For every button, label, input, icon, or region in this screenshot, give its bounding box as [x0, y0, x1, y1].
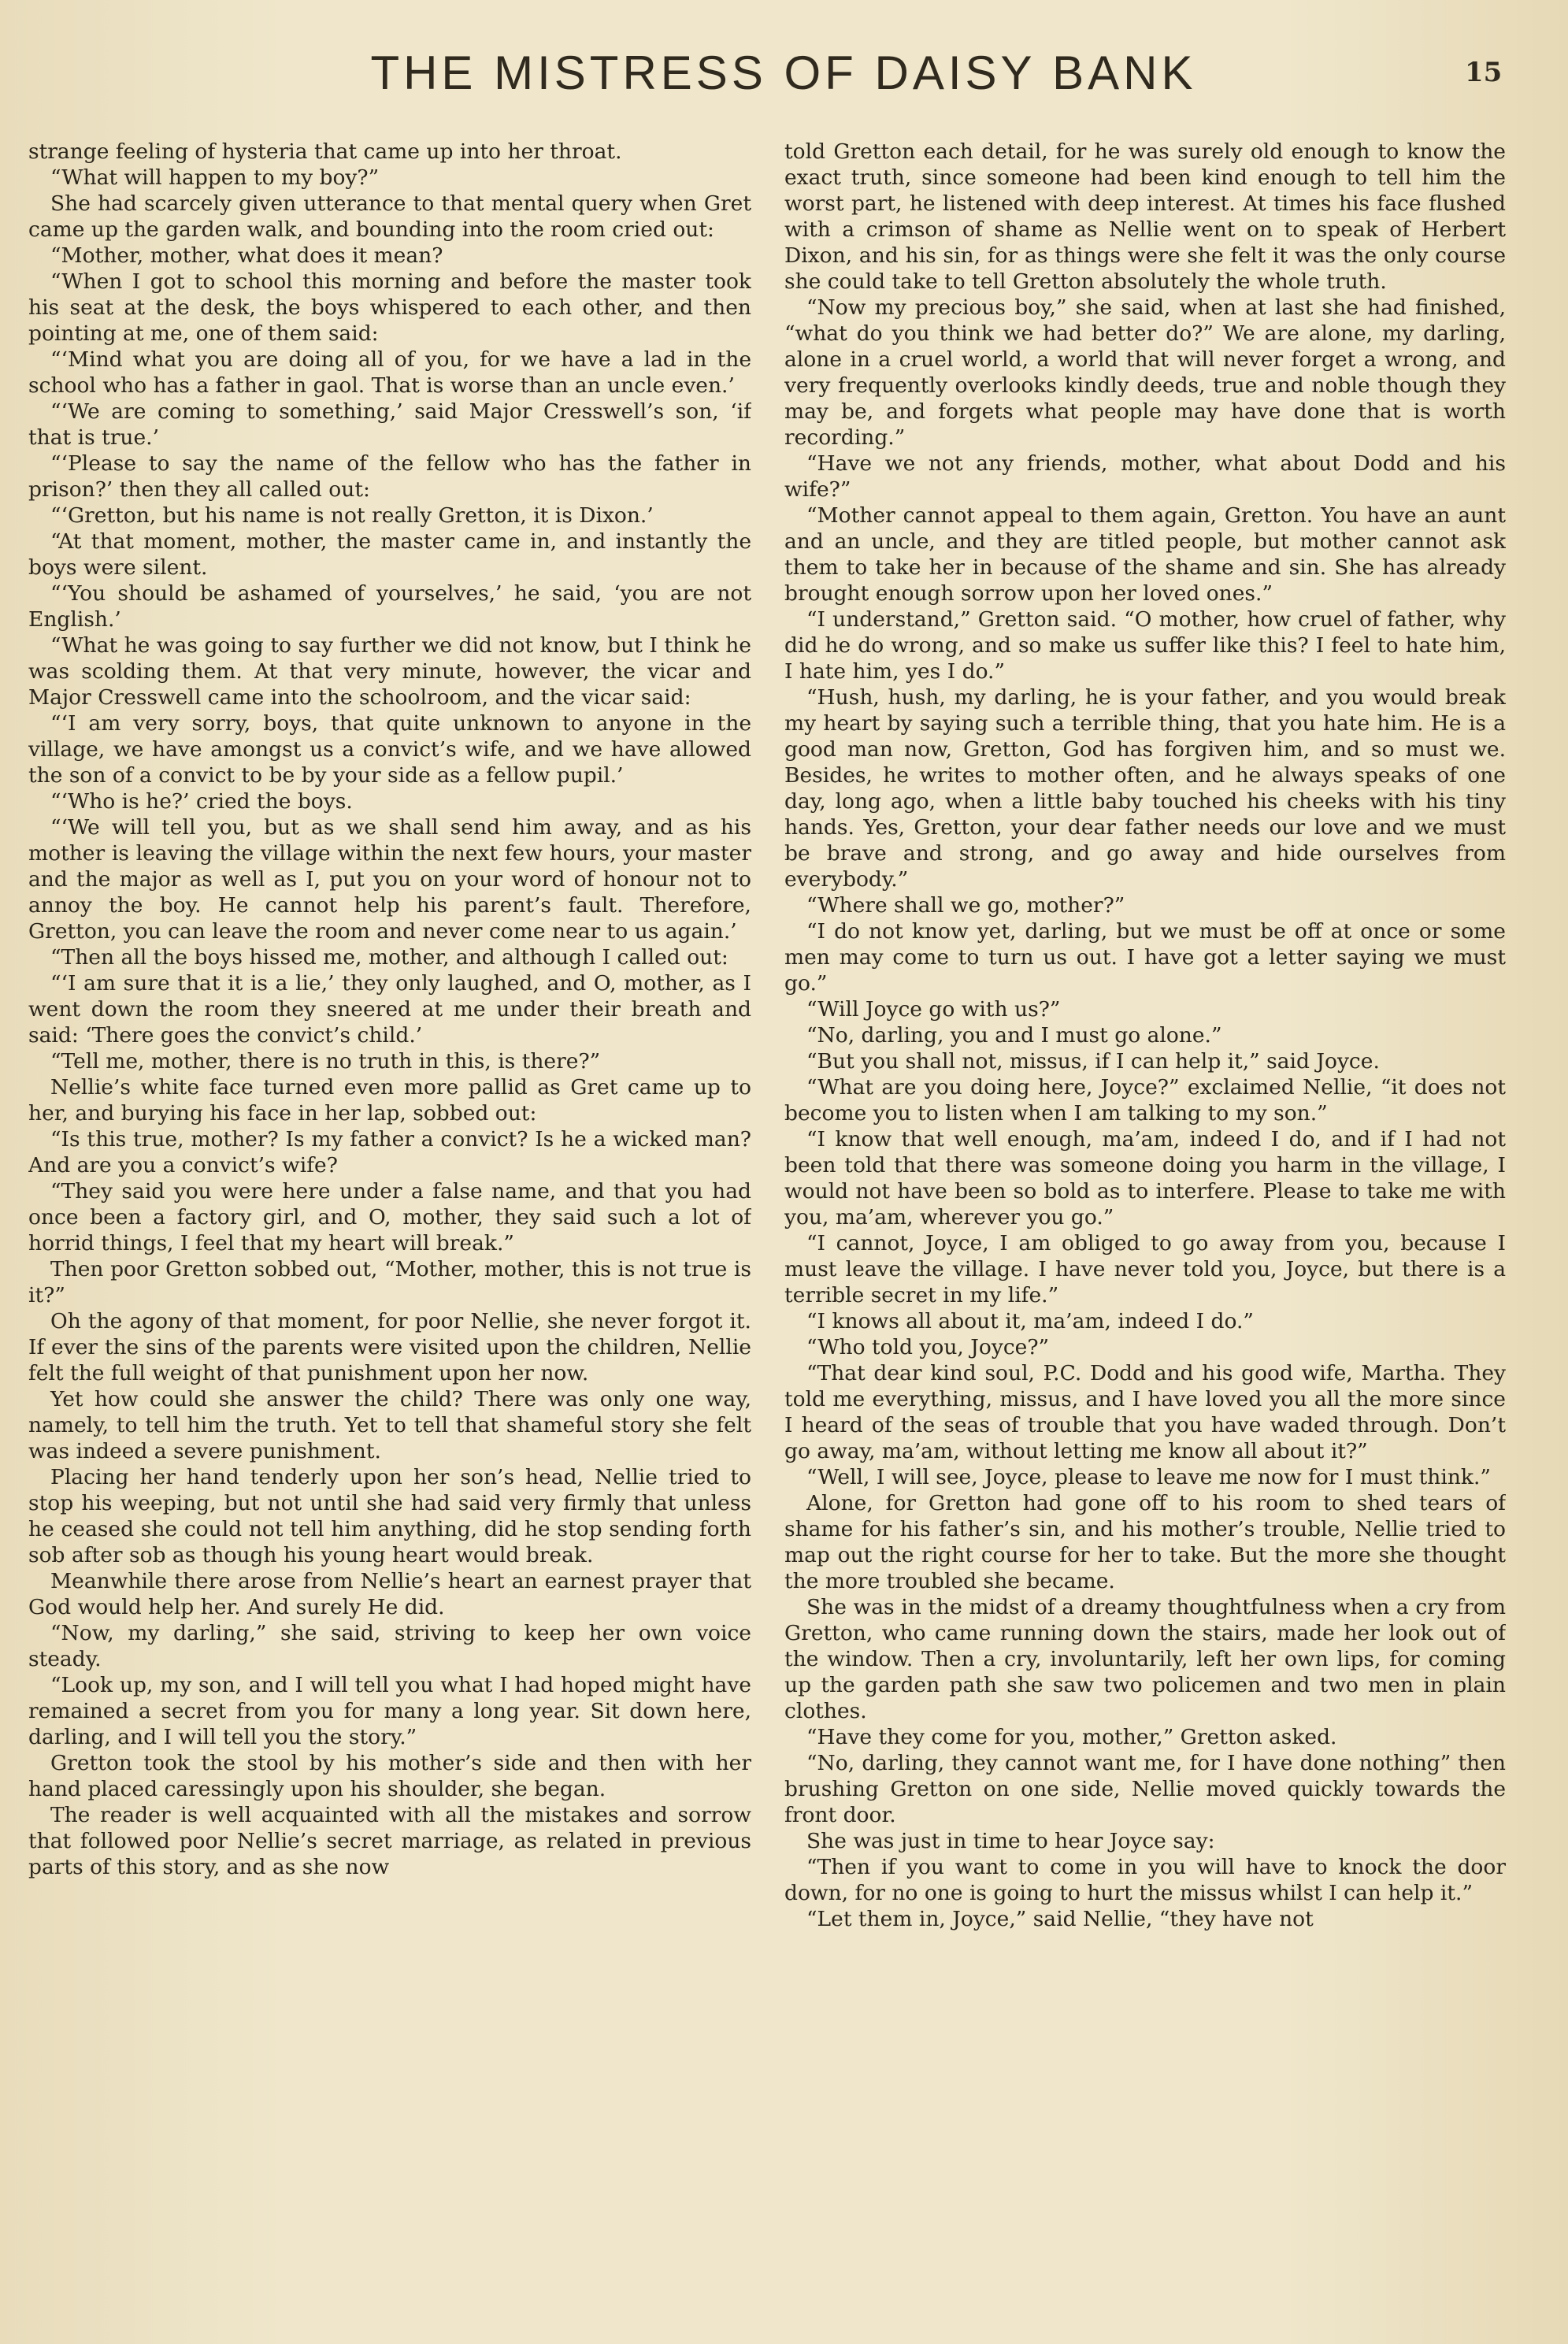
paragraph: “Where shall we go, mother?” — [806, 893, 1125, 918]
paragraph: “Have they come for you, mother,” Gretton asked. — [806, 1725, 1337, 1749]
paragraph: “I knows all about it, ma’am, indeed I do.” — [806, 1309, 1254, 1333]
paragraph: “When I got to school this morning and before the master took his seat at the desk, the boys whispered to each other, and then pointing at me, one of them said: — [28, 269, 751, 346]
paragraph: “They said you were here under a false name, and that you had once been a factory girl, and O, mother, they said such a lot of horrid things, I feel that my heart will break.” — [28, 1179, 751, 1255]
paragraph: “‘Who is he?’ cried the boys. — [50, 789, 353, 814]
paragraph: “‘Mind what you are doing all of you, for we have a lad in the school who has a father in gaol. That is worse than an uncle even.’ — [28, 347, 751, 398]
paragraph: “Then all the boys hissed me, mother, and although I called out: — [50, 945, 728, 970]
paragraph: She had scarcely given utterance to that mental query when Gret came up the garden walk, and bounding into the room cried out: — [28, 191, 751, 242]
paragraph: “Look up, my son, and I will tell you what I had hoped might have remained a secret from you for many a long year. Sit down here, darling, and I will tell you the story.” — [28, 1673, 751, 1749]
paragraph: “Is this true, mother? Is my father a convict? Is he a wicked man? And are you a convict’s wife? — [28, 1127, 751, 1178]
paragraph: “‘Gretton, but his name is not really Gretton, it is Dixon.’ — [50, 503, 654, 528]
paragraph: Nellie’s white face turned even more pallid as Gret came up to her, and burying his face in her lap, sobbed out: — [28, 1075, 751, 1126]
paragraph: “‘I am very sorry, boys, that quite unknown to anyone in the village, we have amongst us a convict’s wife, and we have allowed the son of a convict to be by your side as a fellow pupil.’ — [28, 711, 751, 788]
paragraph: Yet how could she answer the child? There was only one way, namely, to tell him the truth. Yet to tell that shameful story she felt was indeed a severe punishment. — [28, 1387, 751, 1463]
running-head — [0, 46, 1568, 109]
paragraph: “Will Joyce go with us?” — [806, 997, 1061, 1022]
paragraph: Then poor Gretton sobbed out, “Mother, mother, this is not true is it?” — [28, 1257, 751, 1307]
paragraph: “I cannot, Joyce, I am obliged to go away from you, because I must leave the village. I have never told you, Joyce, but there is a terrible secret in my life.” — [784, 1231, 1506, 1307]
paragraph: “‘We will tell you, but as we shall send him away, and as his mother is leaving the village within the next few hours, your master and the major as well as I, put you on your word of honour not to annoy the boy. He cannot help his parent’s fault. Therefore, Gretton, you can leave the room and never come near to us again.’ — [28, 815, 751, 944]
paragraph: “No, darling, they cannot want me, for I have done nothing” then brushing Gretton on one side, Nellie moved quickly towards the front door. — [784, 1751, 1506, 1827]
paragraph: Meanwhile there arose from Nellie’s heart an earnest prayer that God would help her. And surely He did. — [28, 1569, 751, 1619]
paragraph: “Mother, mother, what does it mean? — [50, 243, 443, 268]
paragraph: “Tell me, mother, there is no truth in this, is there?” — [50, 1049, 601, 1074]
paragraph: “‘You should be ashamed of yourselves,’ he said, ‘you are not English.’ — [28, 581, 751, 632]
paragraph: strange feeling of hysteria that came up into her throat. — [28, 139, 622, 164]
paragraph: told Gretton each detail, for he was surely old enough to know the exact truth, since someone had been kind enough to tell him the worst part, he listened with deep interest. At times his face flushed with a crimson of shame as Nellie went on to speak of Herbert Dixon, and his sin, for as things were she felt it was the only course she could take to tell Gretton absolutely the whole truth. — [784, 139, 1506, 294]
paragraph: “Have we not any friends, mother, what about Dodd and his wife?” — [784, 451, 1506, 502]
paragraph: Alone, for Gretton had gone off to his room to shed tears of shame for his father’s sin, and his mother’s trouble, Nellie tried to map out the right course for her to take. But the more she thought the more troubled she became. — [784, 1491, 1506, 1593]
paragraph: The reader is well acquainted with all the mistakes and sorrow that followed poor Nellie’s secret marriage, as related in previous parts of this story, and as she now — [28, 1803, 751, 1879]
paragraph: “I understand,” Gretton said. “O mother, how cruel of father, why did he do wrong, and so make us suffer like this? I feel to hate him, I hate him, yes I do.” — [784, 607, 1506, 684]
left-column — [28, 139, 751, 2320]
paragraph: “Mother cannot appeal to them again, Gretton. You have an aunt and an uncle, and they are titled people, but mother cannot ask them to take her in because of the shame and sin. She has already brought enough sorrow upon her loved ones.” — [784, 503, 1506, 606]
paragraph: “Hush, hush, my darling, he is your father, and you would break my heart by saying such a terrible thing, that you hate him. He is a good man now, Gretton, God has forgiven him, and so must we. Besides, he writes to mother often, and he always speaks of one day, long ago, when a little baby touched his cheeks with his tiny hands. Yes, Gretton, your dear father needs our love and we must be brave and strong, and go away and hide ourselves from everybody.” — [784, 685, 1506, 892]
paragraph: “‘I am sure that it is a lie,’ they only laughed, and O, mother, as I went down the room they sneered at me under their breath and said: ‘There goes the convict’s child.’ — [28, 971, 751, 1048]
page-number: 15 — [1465, 57, 1503, 88]
paragraph: She was in the midst of a dreamy thoughtfulness when a cry from Gretton, who came running down the stairs, made her look out of the window. Then a cry, involuntarily, left her own lips, for coming up the garden path she saw two policemen and two men in plain clothes. — [784, 1595, 1506, 1723]
paragraph: “What he was going to say further we did not know, but I think he was scolding them. At that very minute, however, the vicar and Major Cresswell came into the schoolroom, and the vicar said: — [28, 633, 751, 710]
paragraph: “Let them in, Joyce,” said Nellie, “they have not — [806, 1907, 1314, 1931]
paragraph: “Now my precious boy,” she said, when at last she had finished, “what do you think we had better do?” We are alone, my darling, alone in a cruel world, a world that will never forget a wrong, and very frequently overlooks kindly deeds, true and noble though they may be, and forgets what people may have done that is worth recording.” — [784, 295, 1506, 450]
paragraph: “Then if you want to come in you will have to knock the door down, for no one is going to hurt the missus whilst I can help it.” — [784, 1855, 1506, 1905]
paragraph: Oh the agony of that moment, for poor Nellie, she never forgot it. If ever the sins of the parents were visited upon the children, Nellie felt the full weight of that punishment upon her now. — [28, 1309, 751, 1385]
paragraph: “What will happen to my boy?” — [50, 165, 380, 190]
paragraph: “But you shall not, missus, if I can help it,” said Joyce. — [806, 1049, 1380, 1074]
paragraph: “‘Please to say the name of the fellow who has the father in prison?’ then they all called out: — [28, 451, 751, 502]
paragraph: “What are you doing here, Joyce?” exclaimed Nellie, “it does not become you to listen when I am talking to my son.” — [784, 1075, 1506, 1126]
paragraph: “I do not know yet, darling, but we must be off at once or some men may come to turn us out. I have got a letter saying we must go.” — [784, 919, 1506, 996]
page-title: THE MISTRESS OF DAISY BANK — [370, 46, 1197, 99]
paragraph: “Well, I will see, Joyce, please to leave me now for I must think.” — [806, 1465, 1491, 1489]
paragraph: She was just in time to hear Joyce say: — [806, 1829, 1215, 1853]
paragraph: “That dear kind soul, P.C. Dodd and his good wife, Martha. They told me everything, missus, and I have loved you all the more since I heard of the seas of trouble that you have waded through. Don’t go away, ma’am, without letting me know all about it?” — [784, 1361, 1506, 1463]
paragraph: Gretton took the stool by his mother’s side and then with her hand placed caressingly upon his shoulder, she began. — [28, 1751, 751, 1801]
paragraph: “Who told you, Joyce?” — [806, 1335, 1050, 1359]
paragraph: “I know that well enough, ma’am, indeed I do, and if I had not been told that there was someone doing you harm in the village, I would not have been so bold as to interfere. Please to take me with you, ma’am, wherever you go.” — [784, 1127, 1506, 1229]
right-column — [784, 139, 1506, 2320]
paragraph: Placing her hand tenderly upon her son’s head, Nellie tried to stop his weeping, but not until she had said very firmly that unless he ceased she could not tell him anything, did he stop sending forth sob after sob as though his young heart would break. — [28, 1465, 751, 1567]
paragraph: “Now, my darling,” she said, striving to keep her own voice steady. — [28, 1621, 751, 1671]
paragraph: “At that moment, mother, the master came in, and instantly the boys were silent. — [28, 529, 751, 580]
paragraph: “No, darling, you and I must go alone.” — [806, 1023, 1222, 1048]
paragraph: “‘We are coming to something,’ said Major Cresswell’s son, ‘if that is true.’ — [28, 399, 751, 450]
